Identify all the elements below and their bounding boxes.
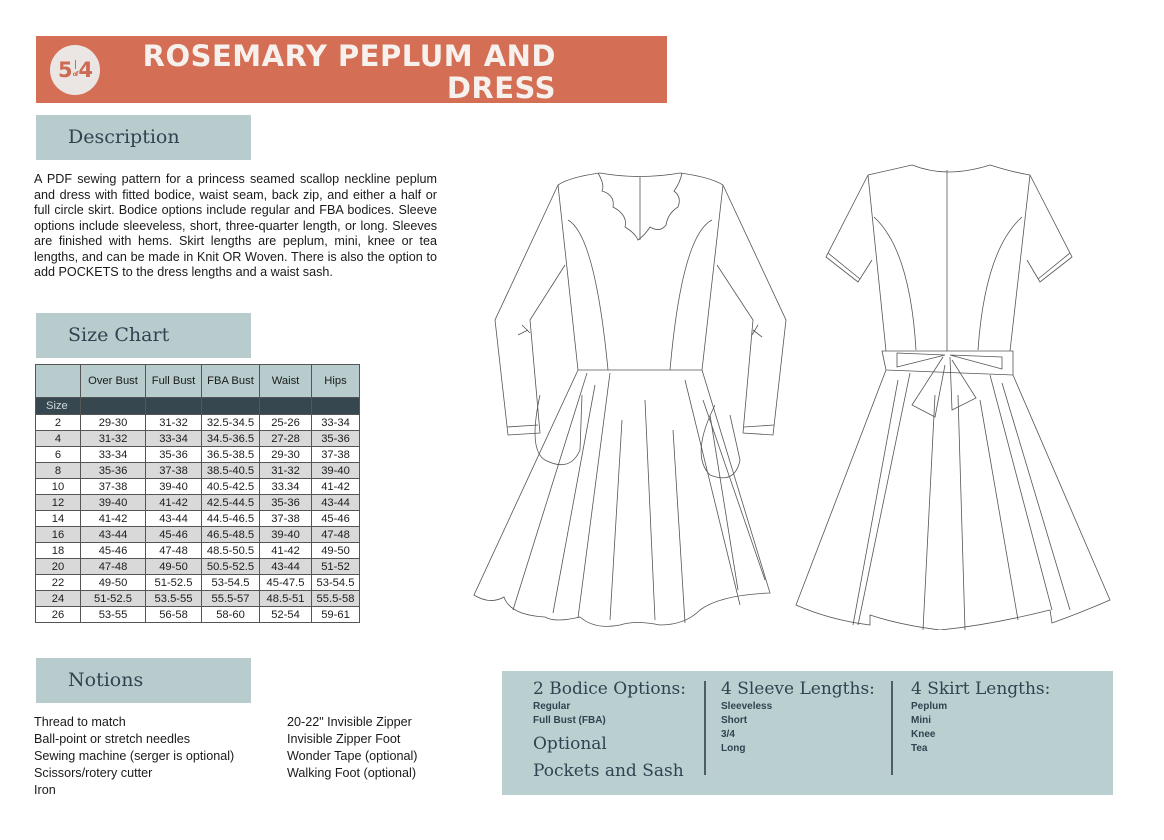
measurement-cell: 50.5-52.5 <box>202 559 260 575</box>
notion-item: Scissors/rotery cutter <box>34 766 153 780</box>
measurement-cell: 47-48 <box>146 543 202 559</box>
size-chart-row <box>36 543 360 559</box>
size-chart-header-row <box>36 365 360 398</box>
measurement-cell: 45-46 <box>312 511 360 527</box>
measurement-cell: 37-38 <box>146 463 202 479</box>
measurement-cell: 47-48 <box>312 527 360 543</box>
bodice-option: Full Bust (FBA) <box>533 715 606 726</box>
notions-list-right <box>287 714 417 782</box>
notion-item: 20-22" Invisible Zipper <box>287 715 412 729</box>
size-chart-row <box>36 463 360 479</box>
measurement-cell: 35-36 <box>81 463 146 479</box>
header-waist: Waist <box>260 365 312 398</box>
measurement-cell: 45-46 <box>81 543 146 559</box>
skirt-lengths-heading: 4 Skirt Lengths: <box>911 679 1051 699</box>
measurement-cell: 35-36 <box>146 447 202 463</box>
measurement-cell: 40.5-42.5 <box>202 479 260 495</box>
measurement-cell: 38.5-40.5 <box>202 463 260 479</box>
back-sleeves <box>826 175 1072 282</box>
measurement-cell: 41-42 <box>146 495 202 511</box>
measurement-cell: 35-36 <box>312 431 360 447</box>
measurement-cell: 41-42 <box>312 479 360 495</box>
notion-item: Invisible Zipper Foot <box>287 732 401 746</box>
measurement-cell: 37-38 <box>81 479 146 495</box>
sleeve-lengths-heading: 4 Sleeve Lengths: <box>721 679 875 699</box>
measurement-cell: 59-61 <box>312 607 360 623</box>
measurement-cell: 56-58 <box>146 607 202 623</box>
measurement-cell: 47-48 <box>81 559 146 575</box>
measurement-cell: 53.5-55 <box>146 591 202 607</box>
measurement-cell: 41-42 <box>81 511 146 527</box>
header-blank <box>36 365 81 398</box>
title-line-2: DRESS <box>446 71 556 105</box>
skirt-option: Tea <box>911 743 928 754</box>
measurement-cell: 53-55 <box>81 607 146 623</box>
measurement-cell: 27-28 <box>260 431 312 447</box>
measurement-cell: 33-34 <box>81 447 146 463</box>
front-dress-illustration <box>470 155 800 630</box>
sleeve-option: 3/4 <box>721 729 735 740</box>
pockets-sash-label: Pockets and Sash <box>533 761 684 781</box>
measurement-cell: 51-52.5 <box>146 575 202 591</box>
measurement-cell: 37-38 <box>312 447 360 463</box>
size-cell: 20 <box>36 559 81 575</box>
measurement-cell: 33-34 <box>312 415 360 431</box>
sleeve-lengths <box>721 678 875 756</box>
back-dress-illustration <box>790 155 1120 630</box>
back-skirt <box>796 370 1110 630</box>
measurement-cell: 55.5-58 <box>312 591 360 607</box>
measurement-cell: 49-50 <box>312 543 360 559</box>
measurement-cell: 53-54.5 <box>312 575 360 591</box>
front-bodice <box>558 173 723 370</box>
size-cell: 8 <box>36 463 81 479</box>
size-cell: 16 <box>36 527 81 543</box>
notion-item: Ball-point or stretch needles <box>34 732 191 746</box>
size-cell: 12 <box>36 495 81 511</box>
optional-label: Optional <box>533 734 607 754</box>
size-cell: 26 <box>36 607 81 623</box>
measurement-cell: 53-54.5 <box>202 575 260 591</box>
measurement-cell: 49-50 <box>146 559 202 575</box>
measurement-cell: 49-50 <box>81 575 146 591</box>
sleeve-option: Long <box>721 743 746 754</box>
skirt-option: Mini <box>911 715 931 726</box>
back-sash-bow <box>882 351 1013 417</box>
size-cell: 14 <box>36 511 81 527</box>
measurement-cell: 25-26 <box>260 415 312 431</box>
header-hips: Hips <box>312 365 360 398</box>
measurement-cell: 33-34 <box>146 431 202 447</box>
size-label: Size <box>36 398 81 415</box>
size-chart-row <box>36 527 360 543</box>
front-skirt <box>474 370 770 626</box>
front-sleeves <box>495 185 786 435</box>
notion-item: Iron <box>34 783 56 797</box>
title-line-1: ROSEMARY PEPLUM AND <box>142 39 556 73</box>
bodice-options-heading: 2 Bodice Options: <box>533 679 686 699</box>
logo-left: 5 <box>58 58 72 82</box>
measurement-cell: 39-40 <box>260 527 312 543</box>
measurement-cell: 44.5-46.5 <box>202 511 260 527</box>
measurement-cell: 43-44 <box>146 511 202 527</box>
size-chart-row <box>36 591 360 607</box>
bodice-option: Regular <box>533 701 571 712</box>
size-cell: 10 <box>36 479 81 495</box>
page-title <box>36 40 556 104</box>
measurement-cell: 31-32 <box>146 415 202 431</box>
measurement-cell: 36.5-38.5 <box>202 447 260 463</box>
skirt-option: Peplum <box>911 701 948 712</box>
header-fba-bust: FBA Bust <box>202 365 260 398</box>
logo-sep: | of <box>72 60 78 78</box>
measurement-cell: 42.5-44.5 <box>202 495 260 511</box>
measurement-cell: 46.5-48.5 <box>202 527 260 543</box>
sleeve-option: Short <box>721 715 748 726</box>
size-chart-table <box>35 364 360 623</box>
description-text: A PDF sewing pattern for a princess seamed scallop neckline peplum and dress with fitted bodice, waist seam, back zip, and either a half or full circle skirt. Bodice options include regular and FBA bodices. Sleeve options include sleeveless, short, three-quarter length, or long. Sleeves are finished with hems. Skirt lengths are peplum, mini, knee or tea lengths, and can be made in Knit OR Woven. There is also the option to add POCKETS to the dress lengths and a waist sash. <box>34 172 437 279</box>
size-chart-row <box>36 431 360 447</box>
description-heading: Description <box>36 115 251 160</box>
measurement-cell: 32.5-34.5 <box>202 415 260 431</box>
measurement-cell: 39-40 <box>81 495 146 511</box>
measurement-cell: 37-38 <box>260 511 312 527</box>
size-cell: 4 <box>36 431 81 447</box>
size-chart-row <box>36 559 360 575</box>
measurement-cell: 55.5-57 <box>202 591 260 607</box>
size-cell: 2 <box>36 415 81 431</box>
logo-right: 4 <box>78 58 92 82</box>
size-cell: 24 <box>36 591 81 607</box>
header-full-bust: Full Bust <box>146 365 202 398</box>
size-chart-row <box>36 415 360 431</box>
notions-list-left <box>34 714 234 799</box>
measurement-cell: 52-54 <box>260 607 312 623</box>
measurement-cell: 41-42 <box>260 543 312 559</box>
measurement-cell: 31-32 <box>260 463 312 479</box>
title-banner <box>36 36 667 103</box>
measurement-cell: 58-60 <box>202 607 260 623</box>
back-bodice <box>868 165 1030 351</box>
measurement-cell: 33.34 <box>260 479 312 495</box>
skirt-option: Knee <box>911 729 936 740</box>
header-over-bust: Over Bust <box>81 365 146 398</box>
measurement-cell: 45-46 <box>146 527 202 543</box>
measurement-cell: 48.5-50.5 <box>202 543 260 559</box>
size-chart-row <box>36 575 360 591</box>
divider <box>891 681 893 775</box>
notion-item: Thread to match <box>34 715 126 729</box>
size-chart-row <box>36 479 360 495</box>
features-panel <box>502 671 1113 795</box>
size-cell: 22 <box>36 575 81 591</box>
sleeve-option: Sleeveless <box>721 701 773 712</box>
measurement-cell: 29-30 <box>81 415 146 431</box>
size-cell: 18 <box>36 543 81 559</box>
notion-item: Sewing machine (serger is optional) <box>34 749 235 763</box>
size-cell: 6 <box>36 447 81 463</box>
notion-item: Wonder Tape (optional) <box>287 749 418 763</box>
measurement-cell: 48.5-51 <box>260 591 312 607</box>
measurement-cell: 39-40 <box>146 479 202 495</box>
notion-item: Walking Foot (optional) <box>287 766 417 780</box>
measurement-cell: 31-32 <box>81 431 146 447</box>
size-chart-row <box>36 607 360 623</box>
measurement-cell: 34.5-36.5 <box>202 431 260 447</box>
measurement-cell: 35-36 <box>260 495 312 511</box>
measurement-cell: 29-30 <box>260 447 312 463</box>
size-chart-row <box>36 511 360 527</box>
size-chart-row <box>36 447 360 463</box>
bodice-options <box>533 678 686 785</box>
measurement-cell: 43-44 <box>81 527 146 543</box>
measurement-cell: 45-47.5 <box>260 575 312 591</box>
measurement-cell: 51-52.5 <box>81 591 146 607</box>
skirt-lengths <box>911 678 1050 756</box>
measurement-cell: 43-44 <box>312 495 360 511</box>
size-chart-row <box>36 495 360 511</box>
size-label-row <box>36 398 360 415</box>
notions-heading: Notions <box>36 658 251 703</box>
measurement-cell: 43-44 <box>260 559 312 575</box>
measurement-cell: 39-40 <box>312 463 360 479</box>
size-chart-heading: Size Chart <box>36 313 251 358</box>
divider <box>704 681 706 775</box>
measurement-cell: 51-52 <box>312 559 360 575</box>
